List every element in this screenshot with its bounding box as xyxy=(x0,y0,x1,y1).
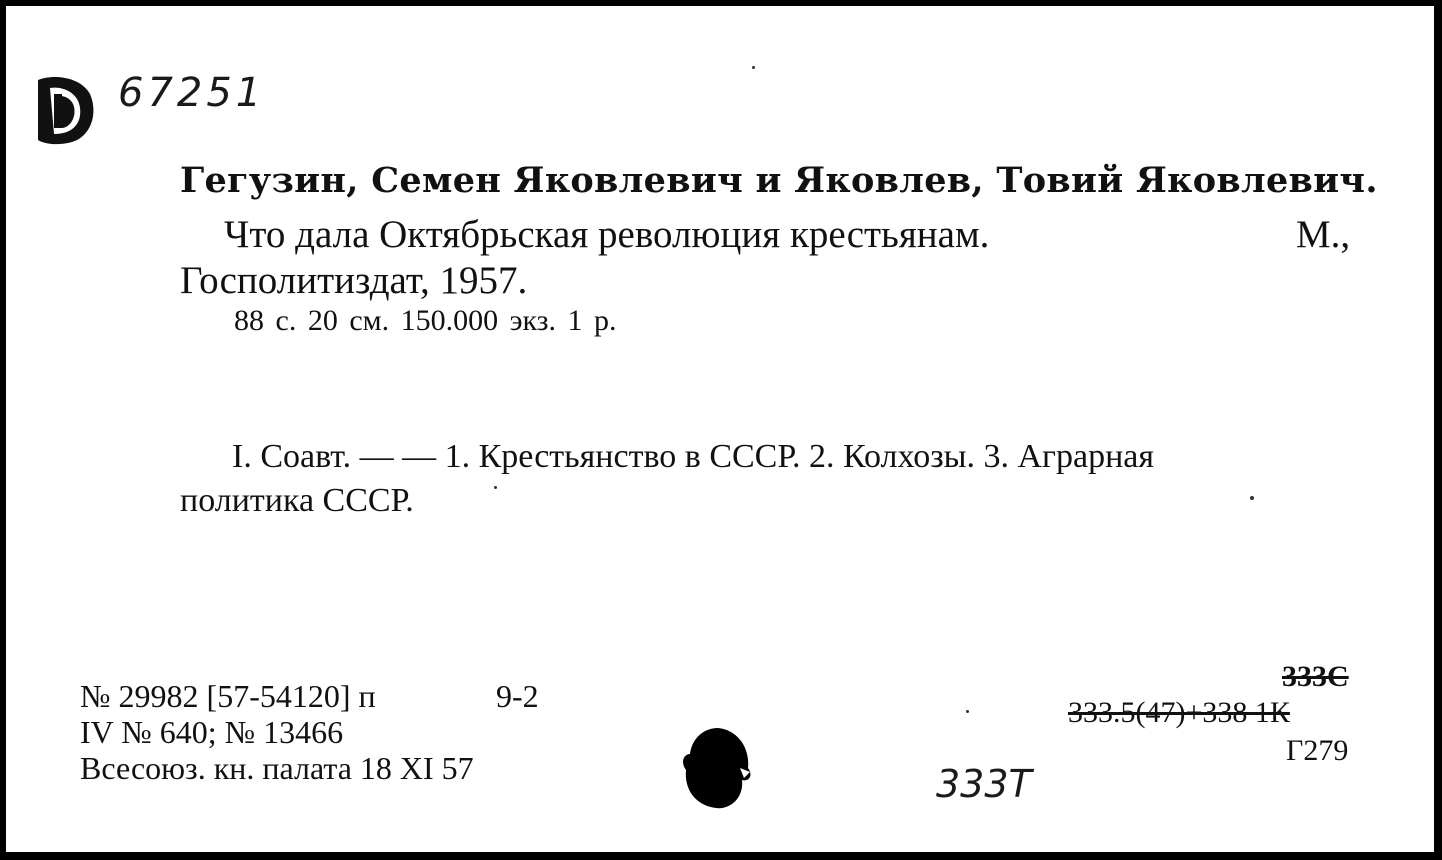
ink-speck xyxy=(966,710,969,713)
acquisition-number: 67251 xyxy=(118,70,266,116)
tracings-line-2: политика СССР. xyxy=(180,482,414,519)
struck-class-mark: 333С xyxy=(1282,660,1349,693)
physical-description: 88 с. 20 см. 150.000 экз. 1 р. xyxy=(234,304,617,337)
author-heading: Гегузин, Семен Яковлевич и Яковлев, Товий Яковлевич. xyxy=(180,160,1378,201)
title-line-2: Госполитиздат, 1957. xyxy=(180,259,528,302)
catalog-card xyxy=(6,6,1434,852)
library-stamp-logo xyxy=(32,74,96,146)
ink-speck xyxy=(752,66,755,69)
ink-speck xyxy=(1250,496,1254,500)
record-number: № 29982 [57-54120] п xyxy=(80,678,376,714)
chamber-imprint: Всесоюз. кн. палата 18 XI 57 xyxy=(80,750,474,786)
order-number: IV № 640; № 13466 xyxy=(80,714,344,750)
classification-code: Г279 xyxy=(1286,734,1349,767)
tracings-line-1: I. Соавт. — — 1. Крестьянство в СССР. 2. Колхозы. 3. Аграрная xyxy=(232,438,1155,475)
record-code: 9-2 xyxy=(496,678,539,714)
ink-speck xyxy=(494,486,497,489)
struck-classification: 333.5(47)+338 1К xyxy=(1068,696,1290,729)
handwritten-class-mark: 333Т xyxy=(936,762,1032,806)
ink-blot xyxy=(678,724,758,814)
title-line-1: Что дала Октябрьская революция крестьянам. xyxy=(224,213,990,256)
publication-place: М., xyxy=(1296,213,1351,256)
